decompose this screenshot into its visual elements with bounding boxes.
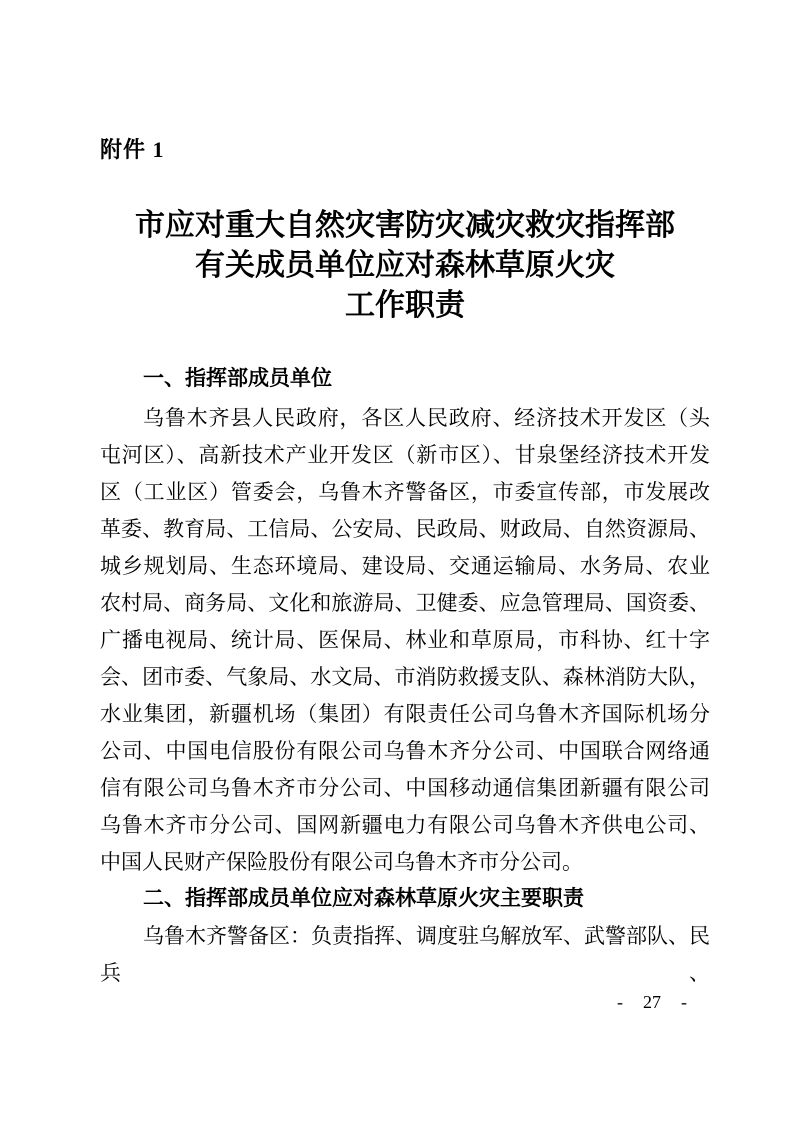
paragraph-line: 广播电视局、统计局、医保局、林业和草原局，市科协、红十字 <box>100 628 710 652</box>
paragraph-line: 乌鲁木齐警备区：负责指挥、调度驻乌解放军、武警部队、民兵、 <box>100 924 710 985</box>
section1-heading: 一、指挥部成员单位 <box>143 367 332 390</box>
section2-paragraph <box>100 918 710 992</box>
page-number-dash-right: - <box>681 992 687 1012</box>
paragraph-line: 革委、教育局、工信局、公安局、民政局、财政局、自然资源局、 <box>100 517 710 541</box>
document-title-line-1: 市应对重大自然灾害防灾减灾救灾指挥部 <box>135 209 675 242</box>
paragraph-line: 城乡规划局、生态环境局、建设局、交通运输局、水务局、农业 <box>100 554 710 578</box>
document-title-line-3: 工作职责 <box>345 289 465 322</box>
paragraph-line: 中国人民财产保险股份有限公司乌鲁木齐市分公司。 <box>100 850 583 874</box>
section2-heading: 二、指挥部成员单位应对森林草原火灾主要职责 <box>143 887 584 910</box>
paragraph-line: 屯河区）、高新技术产业开发区（新市区）、甘泉堡经济技术开发 <box>100 443 710 467</box>
paragraph-line: 农村局、商务局、文化和旅游局、卫健委、应急管理局、国资委、 <box>100 591 710 615</box>
paragraph-line: 公司、中国电信股份有限公司乌鲁木齐分公司、中国联合网络通 <box>100 739 710 763</box>
page-number-value: 27 <box>643 992 661 1012</box>
document-title-line-2: 有关成员单位应对森林草原火灾 <box>195 249 615 282</box>
page-number-dash-left: - <box>617 992 623 1012</box>
paragraph-line: 信有限公司乌鲁木齐市分公司、中国移动通信集团新疆有限公司 <box>100 776 710 800</box>
paragraph-line: 乌鲁木齐市分公司、国网新疆电力有限公司乌鲁木齐供电公司、 <box>100 813 710 837</box>
paragraph-line: 区（工业区）管委会，乌鲁木齐警备区，市委宣传部，市发展改 <box>100 480 710 504</box>
paragraph-line: 水业集团，新疆机场（集团）有限责任公司乌鲁木齐国际机场分 <box>100 702 710 726</box>
section1-paragraph <box>100 400 710 881</box>
document-title <box>100 206 710 326</box>
page-number <box>617 991 687 1013</box>
attachment-label: 附件 1 <box>100 137 165 162</box>
paragraph-line: 会、团市委、气象局、水文局、市消防救援支队、森林消防大队， <box>100 665 710 689</box>
paragraph-line: 乌鲁木齐县人民政府，各区人民政府、经济技术开发区（头 <box>143 406 710 430</box>
